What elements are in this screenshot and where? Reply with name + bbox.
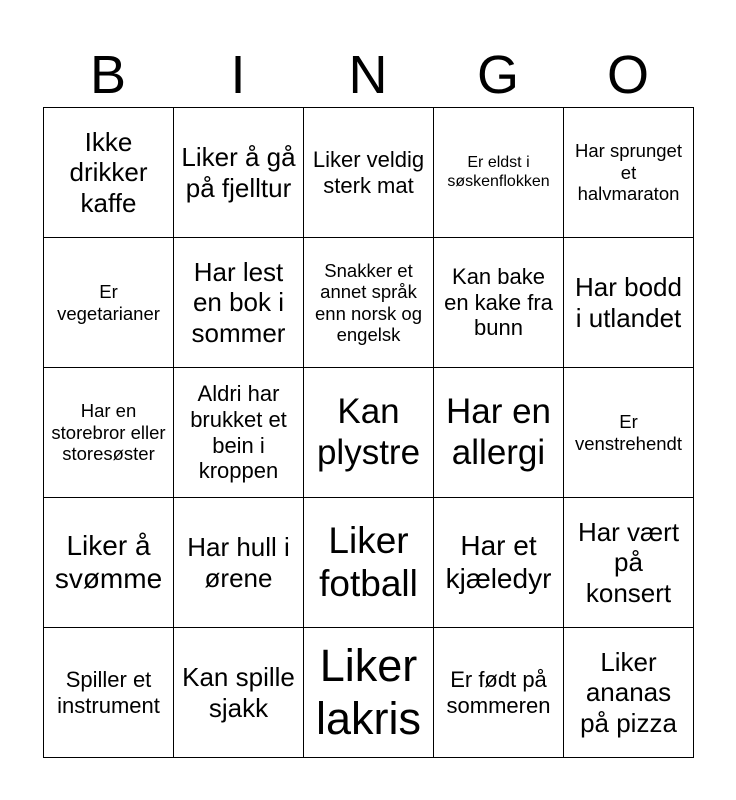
bingo-cell[interactable]: Er vegetarianer xyxy=(44,238,174,368)
bingo-cell[interactable]: Aldri har brukket et bein i kroppen xyxy=(174,368,304,498)
bingo-cell[interactable]: Kan spille sjakk xyxy=(174,628,304,758)
bingo-cell[interactable]: Har bodd i utlandet xyxy=(564,238,694,368)
header-letter-o: O xyxy=(606,45,649,105)
bingo-cell[interactable]: Har hull i ørene xyxy=(174,498,304,628)
header-letter-i: I xyxy=(230,45,246,105)
bingo-cell[interactable]: Har vært på konsert xyxy=(564,498,694,628)
bingo-cell[interactable]: Liker ananas på pizza xyxy=(564,628,694,758)
header-letter-n: N xyxy=(348,45,388,105)
bingo-cell[interactable]: Kan plystre xyxy=(304,368,434,498)
header-letter-b: B xyxy=(89,45,127,105)
board-row xyxy=(44,368,694,498)
board-row xyxy=(44,108,694,238)
bingo-cell[interactable]: Har en storebror eller storesøster xyxy=(44,368,174,498)
bingo-cell[interactable]: Har et kjæledyr xyxy=(434,498,564,628)
bingo-cell[interactable]: Er venstrehendt xyxy=(564,368,694,498)
bingo-cell[interactable]: Har sprunget et halvmaraton xyxy=(564,108,694,238)
bingo-cell[interactable]: Liker å svømme xyxy=(44,498,174,628)
board-row xyxy=(44,628,694,758)
bingo-cell[interactable]: Er født på sommeren xyxy=(434,628,564,758)
bingo-cell[interactable]: Liker veldig sterk mat xyxy=(304,108,434,238)
bingo-cell[interactable]: Liker fotball xyxy=(304,498,434,628)
bingo-cell[interactable]: Ikke drikker kaffe xyxy=(44,108,174,238)
bingo-header xyxy=(43,44,693,106)
bingo-cell[interactable]: Kan bake en kake fra bunn xyxy=(434,238,564,368)
bingo-board xyxy=(43,107,694,758)
bingo-cell[interactable]: Spiller et instrument xyxy=(44,628,174,758)
board-row xyxy=(44,238,694,368)
bingo-cell[interactable]: Liker å gå på fjelltur xyxy=(174,108,304,238)
bingo-cell[interactable]: Har lest en bok i sommer xyxy=(174,238,304,368)
bingo-cell[interactable]: Er eldst i søskenflokken xyxy=(434,108,564,238)
bingo-cell[interactable]: Snakker et annet språk enn norsk og engelsk xyxy=(304,238,434,368)
board-row xyxy=(44,498,694,628)
header-letter-g: G xyxy=(476,45,519,105)
bingo-cell[interactable]: Har en allergi xyxy=(434,368,564,498)
bingo-cell[interactable]: Liker lakris xyxy=(304,628,434,758)
